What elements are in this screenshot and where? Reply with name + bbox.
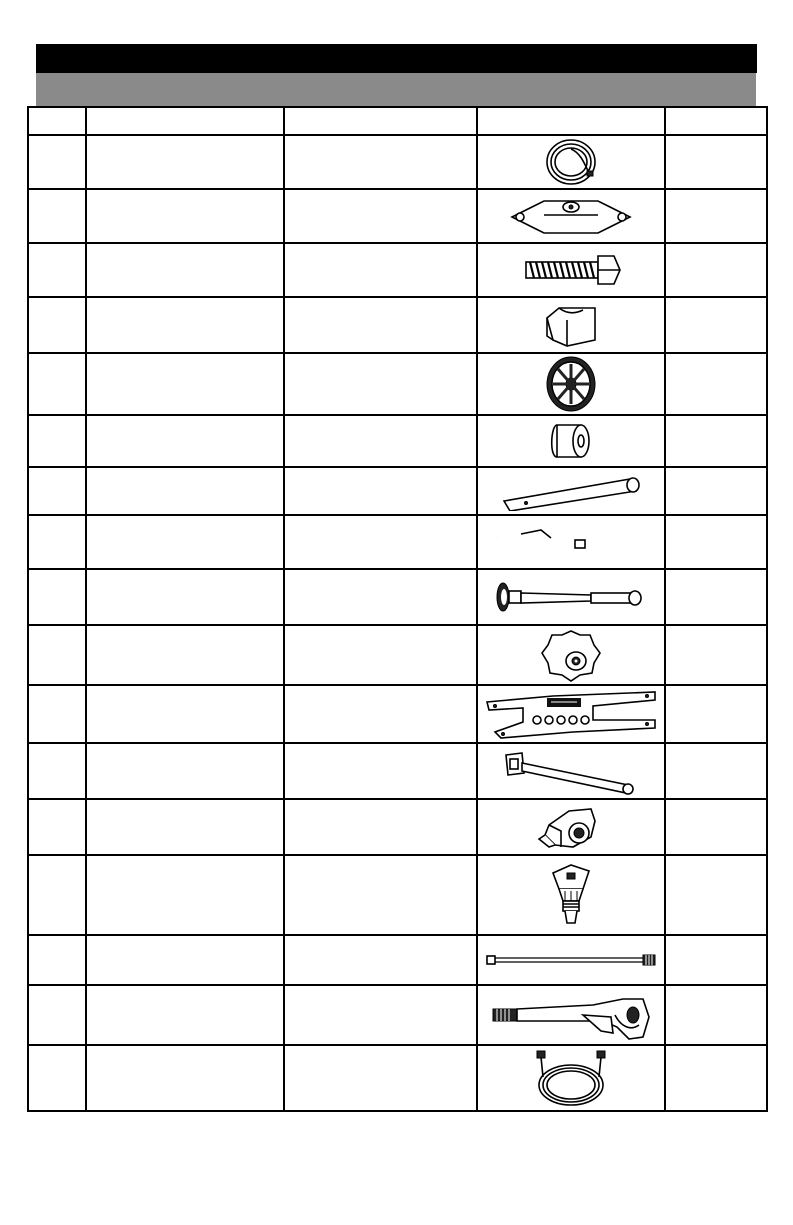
table-row xyxy=(28,243,767,297)
table-row xyxy=(28,1045,767,1111)
row-number-cell xyxy=(28,985,86,1045)
row-part-number-cell xyxy=(284,515,478,569)
table-row xyxy=(28,855,767,935)
table-header-row xyxy=(28,107,767,135)
table-row xyxy=(28,297,767,353)
table-row xyxy=(28,135,767,189)
row-part-number-cell xyxy=(284,855,478,935)
header-cell-description xyxy=(86,107,284,135)
row-quantity-cell xyxy=(665,467,767,515)
row-part-number-cell xyxy=(284,685,478,743)
row-number-cell xyxy=(28,515,86,569)
row-part-number-cell xyxy=(284,467,478,515)
axle-tube-icon xyxy=(496,471,646,511)
row-part-number-cell xyxy=(284,243,478,297)
table-row xyxy=(28,569,767,625)
row-quantity-cell xyxy=(665,353,767,415)
row-part-number-cell xyxy=(284,985,478,1045)
row-description-cell xyxy=(86,935,284,985)
row-number-cell xyxy=(28,189,86,243)
row-quantity-cell xyxy=(665,625,767,685)
post-icon xyxy=(496,747,646,795)
row-number-cell xyxy=(28,569,86,625)
table-row xyxy=(28,685,767,743)
row-description-cell xyxy=(86,135,284,189)
row-description-cell xyxy=(86,243,284,297)
row-description-cell xyxy=(86,415,284,467)
wheel-icon xyxy=(541,355,601,413)
header-cell-illustration xyxy=(477,107,665,135)
knob-icon xyxy=(536,627,606,683)
row-part-number-cell xyxy=(284,135,478,189)
row-number-cell xyxy=(28,353,86,415)
row-number-cell xyxy=(28,243,86,297)
row-quantity-cell xyxy=(665,685,767,743)
row-number-cell xyxy=(28,1045,86,1111)
row-description-cell xyxy=(86,467,284,515)
row-number-cell xyxy=(28,415,86,467)
bracket-plate-icon xyxy=(506,193,636,239)
row-quantity-cell xyxy=(665,1045,767,1111)
row-description-cell xyxy=(86,515,284,569)
table-row xyxy=(28,415,767,467)
row-quantity-cell xyxy=(665,297,767,353)
row-part-number-cell xyxy=(284,353,478,415)
table-row xyxy=(28,467,767,515)
holder-clip-icon xyxy=(531,300,611,350)
bolt-icon xyxy=(516,250,626,290)
row-quantity-cell xyxy=(665,515,767,569)
row-quantity-cell xyxy=(665,243,767,297)
row-quantity-cell xyxy=(665,855,767,935)
row-part-number-cell xyxy=(284,743,478,799)
row-part-number-cell xyxy=(284,799,478,855)
row-quantity-cell xyxy=(665,135,767,189)
row-quantity-cell xyxy=(665,799,767,855)
extension-wand-icon xyxy=(483,950,659,970)
row-part-number-cell xyxy=(284,297,478,353)
row-quantity-cell xyxy=(665,985,767,1045)
row-description-cell xyxy=(86,855,284,935)
row-part-number-cell xyxy=(284,625,478,685)
cord-reel-icon xyxy=(531,137,611,187)
row-description-cell xyxy=(86,743,284,799)
row-number-cell xyxy=(28,799,86,855)
parts-table xyxy=(27,106,768,1112)
table-row xyxy=(28,515,767,569)
handle-frame-icon xyxy=(483,686,659,742)
row-description-cell xyxy=(86,297,284,353)
table-row xyxy=(28,353,767,415)
row-quantity-cell xyxy=(665,189,767,243)
table-row xyxy=(28,625,767,685)
table-row xyxy=(28,189,767,243)
table-row xyxy=(28,743,767,799)
table-subtitle-bar xyxy=(36,73,756,106)
row-description-cell xyxy=(86,685,284,743)
spray-gun-icon xyxy=(483,987,659,1043)
row-number-cell xyxy=(28,467,86,515)
row-description-cell xyxy=(86,625,284,685)
spray-tip-icon xyxy=(541,859,601,931)
row-quantity-cell xyxy=(665,743,767,799)
row-description-cell xyxy=(86,353,284,415)
header-cell-quantity xyxy=(665,107,767,135)
wand-icon xyxy=(491,575,651,619)
row-part-number-cell xyxy=(284,1045,478,1111)
row-part-number-cell xyxy=(284,569,478,625)
hose-clip-icon xyxy=(491,520,651,564)
spacer-icon xyxy=(541,419,601,463)
header-cell-number xyxy=(28,107,86,135)
table-title-bar xyxy=(36,44,757,73)
row-part-number-cell xyxy=(284,189,478,243)
row-number-cell xyxy=(28,743,86,799)
row-quantity-cell xyxy=(665,935,767,985)
row-quantity-cell xyxy=(665,569,767,625)
row-number-cell xyxy=(28,625,86,685)
table-row xyxy=(28,935,767,985)
row-number-cell xyxy=(28,297,86,353)
high-pressure-hose-icon xyxy=(521,1047,621,1109)
table-row xyxy=(28,985,767,1045)
row-number-cell xyxy=(28,685,86,743)
row-description-cell xyxy=(86,985,284,1045)
row-part-number-cell xyxy=(284,935,478,985)
row-description-cell xyxy=(86,1045,284,1111)
row-part-number-cell xyxy=(284,415,478,467)
row-number-cell xyxy=(28,935,86,985)
nozzle-holder-icon xyxy=(531,803,611,851)
row-description-cell xyxy=(86,189,284,243)
table-row xyxy=(28,799,767,855)
row-number-cell xyxy=(28,135,86,189)
row-quantity-cell xyxy=(665,415,767,467)
row-description-cell xyxy=(86,569,284,625)
header-cell-part-number xyxy=(284,107,478,135)
row-description-cell xyxy=(86,799,284,855)
row-number-cell xyxy=(28,855,86,935)
